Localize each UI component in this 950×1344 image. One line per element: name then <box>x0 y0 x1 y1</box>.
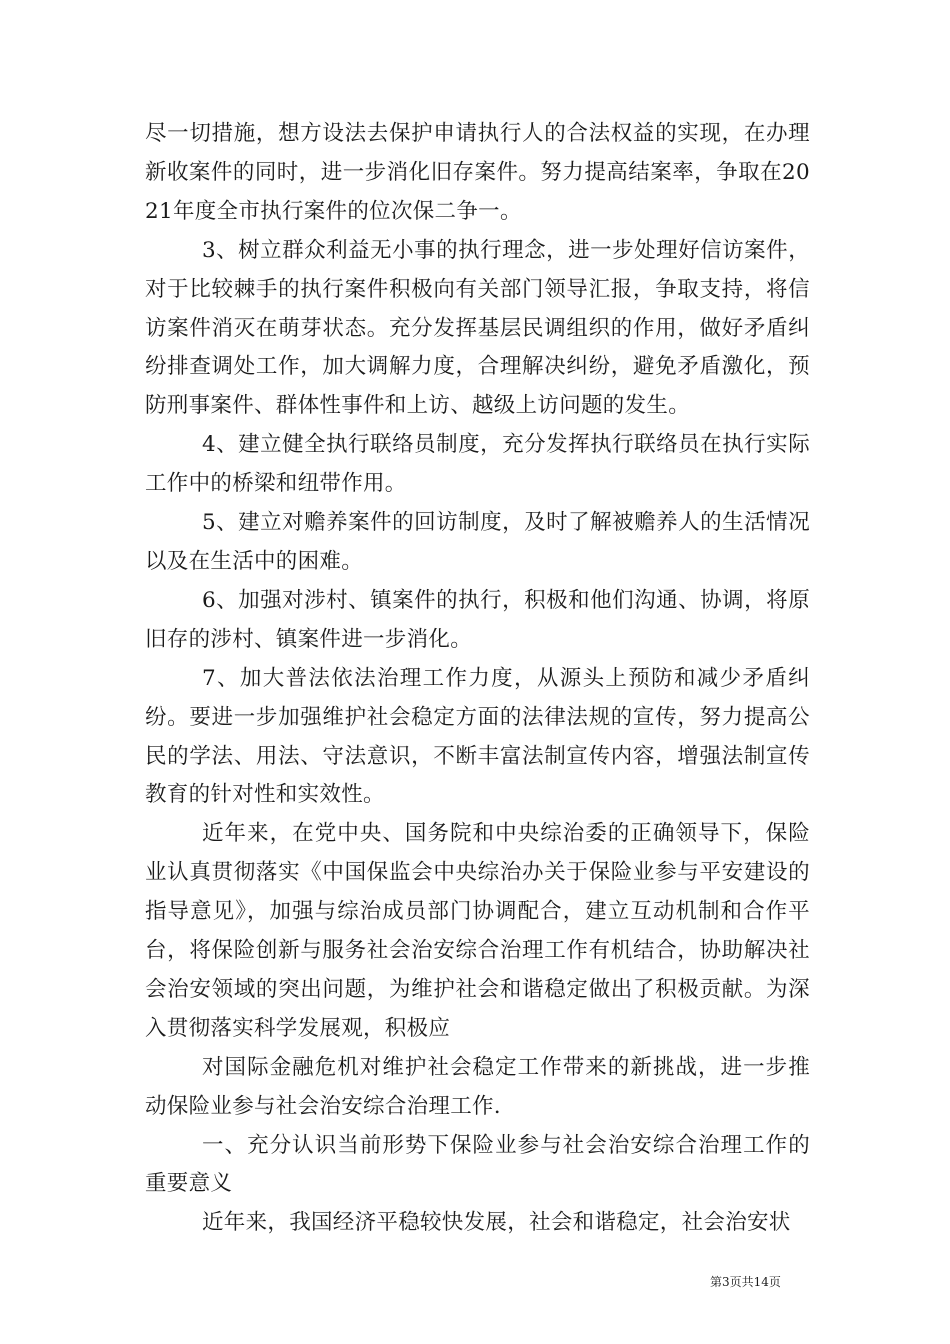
paragraph-continuation: 尽一切措施，想方设法去保护申请执行人的合法权益的实现，在办理新收案件的同时，进一步消化旧存案件。努力提高结案率，争取在2021年度全市执行案件的位次保二争一。 <box>145 121 810 224</box>
paragraph-insurance-intro: 近年来，在党中央、国务院和中央综治委的正确领导下，保险业认真贯彻落实《中国保监会中央综治办关于保险业参与平安建设的指导意见》，加强与综治成员部门协调配合，建立互动机制和合作平台，将保险创新与服务社会治安综合治理工作有机结合，协助解决社会治安领域的突出问题，为维护社会和谐稳定做出了积极贡献。为深入贯彻落实科学发展观，积极应 <box>145 821 810 1041</box>
paragraph-item-3: 3、树立群众利益无小事的执行理念，进一步处理好信访案件，对于比较棘手的执行案件积极向有关部门领导汇报，争取支持，将信访案件消灭在萌芽状态。充分发挥基层民调组织的作用，做好矛盾纠纷排查调处工作，加大调解力度，合理解决纠纷，避免矛盾激化，预防刑事案件、群体性事件和上访、越级上访问题的发生。 <box>145 237 810 419</box>
paragraph-insurance-continued: 对国际金融危机对维护社会稳定工作带来的新挑战，进一步推动保险业参与社会治安综合治理工作. <box>145 1054 810 1119</box>
paragraph-item-5: 5、建立对赡养案件的回访制度，及时了解被赡养人的生活情况以及在生活中的困难。 <box>145 510 810 574</box>
section-heading-1: 一、充分认识当前形势下保险业参与社会治安综合治理工作的重要意义 <box>145 1132 810 1197</box>
page-number-footer: 第3页共14页 <box>710 1275 781 1289</box>
paragraph-item-7: 7、加大普法依法治理工作力度，从源头上预防和减少矛盾纠纷。要进一步加强维护社会稳定方面的法律法规的宣传，努力提高公民的学法、用法、守法意识，不断丰富法制宣传内容，增强法制宣传教育的针对性和实效性。 <box>145 665 810 808</box>
paragraph-item-4: 4、建立健全执行联络员制度，充分发挥执行联络员在执行实际工作中的桥梁和纽带作用。 <box>145 432 810 497</box>
document-body <box>145 115 810 1243</box>
paragraph-item-6: 6、加强对涉村、镇案件的执行，积极和他们沟通、协调，将原旧存的涉村、镇案件进一步消化。 <box>145 587 810 652</box>
paragraph-section-1-body: 近年来，我国经济平稳较快发展，社会和谐稳定，社会治安状 <box>202 1210 791 1236</box>
